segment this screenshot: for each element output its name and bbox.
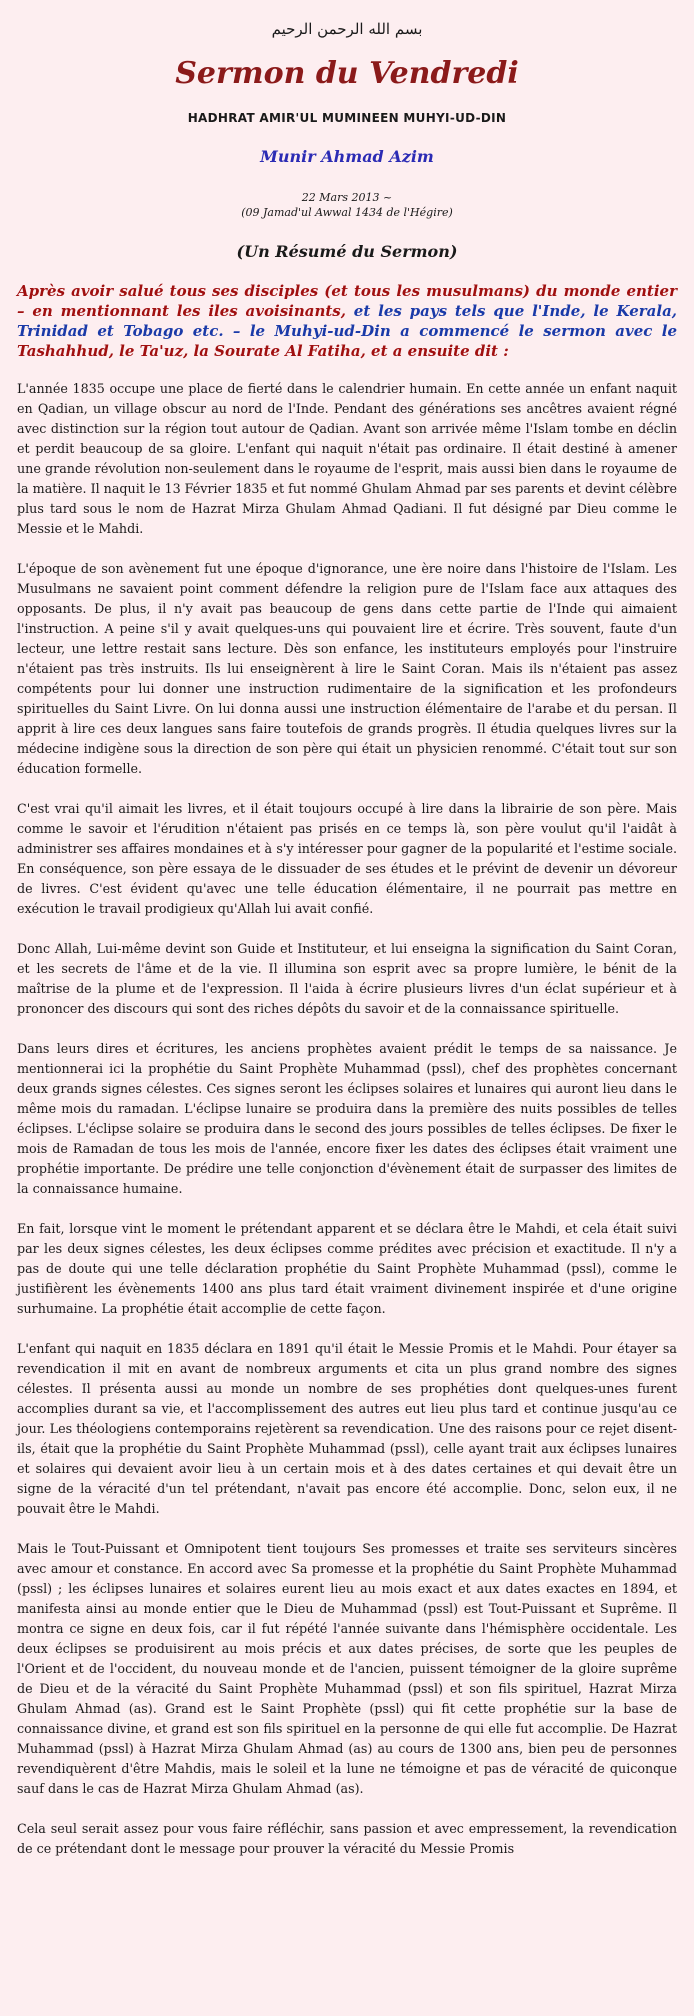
date-block [17,190,677,220]
paragraph: L'année 1835 occupe une place de fierté dans le calendrier humain. En cette année un enfant naquit en Qadian, un village obscur au nord de l'Inde. Pendant des générations ses ancêtres avaient régné avec distinction sur la région tout autour de Qadian. Avant son arrivée même l'Islam tombe en déclin et perdit beaucoup de sa gloire. L'enfant qui naquit n'était pas ordinaire. Il était destiné à amener une grande révolution non-seulement dans le royaume de l'esprit, mais aussi bien dans le royaume de la matière. Il naquit le 13 Février 1835 et fut nommé Ghulam Ahmad par ses parents et devint célèbre plus tard sous le nom de Hazrat Mirza Ghulam Ahmad Qadiani. Il fut désigné par Dieu comme le Messie et le Mahdi. [17,381,677,536]
basmala: بسم الله الرحمن الرحيم [271,20,423,38]
intro-paragraph [17,281,677,361]
paragraph: Cela seul serait assez pour vous faire réfléchir, sans passion et avec empressement, la revendication de ce prétendant dont le message pour prouver la véracité du Messie Promis [17,1821,677,1856]
paragraph: Mais le Tout-Puissant et Omnipotent tient toujours Ses promesses et traite ses serviteurs sincères avec amour et constance. En accord avec Sa promesse et la prophétie du Saint Prophète Muhammad (pssl) ; les éclipses lunaires et solaires eurent lieu au mois exact et aux dates exactes en 1894, et manifesta ainsi au monde entier que le Dieu de Muhammad (pssl) est Tout-Puissant et Suprême. Il montra ce signe en deux fois, car il fut répété l'année suivante dans l'hémisphère occidentale. Les deux éclipses se produisirent au mois précis et aux dates précises, de sorte que les peuples de l'Orient et de l'occident, du nouveau monde et de l'ancien, puissent témoigner de la gloire suprême de Dieu et de la véracité du Saint Prophète Muhammad (pssl) et son fils spirituel, Hazrat Mirza Ghulam Ahmad (as). Grand est le Saint Prophète (pssl) qui fit cette prophétie sur la base de connaissance divine, et grand est son fils spirituel en la personne de qui elle fut accomplie. De Hazrat Muhammad (pssl) à Hazrat Mirza Ghulam Ahmad (as) au cours de 1300 ans, bien peu de personnes revendiquèrent d'être Mahdis, mais le soleil et la lune ne témoigne et pas de véracité de quiconque sauf dans le cas de Hazrat Mirza Ghulam Ahmad (as). [17,1541,677,1796]
paragraph: L'époque de son avènement fut une époque d'ignorance, une ère noire dans l'histoire de l'Islam. Les Musulmans ne savaient point comment défendre la religion pure de l'Islam face aux attaques des opposants. De plus, il n'y avait pas beaucoup de gens dans cette partie de l'Inde qui aimaient l'instruction. A peine s'il y avait quelques-uns qui pouvaient lire et écrire. Très souvent, faute d'un lecteur, une lettre restait sans lecture. Dès son enfance, les instituteurs employés pour l'instruire n'étaient pas très instruits. Ils lui enseignèrent à lire le Saint Coran. Mais ils n'étaient pas assez compétents pour lui donner une instruction rudimentaire de la signification et les profondeurs spirituelles du Saint Livre. On lui donna aussi une instruction élémentaire de l'arabe et du persan. Il apprit à lire ces deux langues sans faire toutefois de grands progrès. Il étudia quelques livres sur la médecine indigène sous la direction de son père qui était un physicien renommé. C'était tout sur son éducation formelle. [17,561,677,776]
paragraph: C'est vrai qu'il aimait les livres, et il était toujours occupé à lire dans la librairie de son père. Mais comme le savoir et l'érudition n'étaient pas prisés en ce temps là, son père voulut qu'il l'aidât à administrer ses affaires mondaines et à s'y intéresser pour gagner de la popularité et l'estime sociale. En conséquence, son père essaya de le dissuader de ses études et le prévint de devenir un dévoreur de livres. C'est évident qu'avec une telle éducation élémentaire, il ne pourrait pas mettre en exécution le travail prodigieux qu'Allah lui avait confié. [17,801,677,916]
summary-heading: (Un Résumé du Sermon) [236,242,458,261]
intro-part-red: Après avoir salué tous ses disciples (et tous les musulmans) du monde entier – en mentionnant les iles avoisinants, [17,282,677,320]
sermon-page [11,0,683,1859]
intro-part-red-2: Tashahhud, le Ta'uz, la Sourate Al Fatiha, et a ensuite dit : [17,342,509,360]
paragraph: L'enfant qui naquit en 1835 déclara en 1891 qu'il était le Messie Promis et le Mahdi. Pour étayer sa revendication il mit en avant de nombreux arguments et cita un plus grand nombre des signes célestes. Il présenta aussi au monde un nombre de ses prophéties dont quelques-unes furent accomplies durant sa vie, et l'accomplissement des autres eut lieu plus tard et continue jusqu'au ce jour. Les théologiens contemporains rejetèrent sa revendication. Une des raisons pour ce rejet disent-ils, était que la prophétie du Saint Prophète Muhammad (pssl), celle ayant trait aux éclipses lunaires et solaires qui devaient avoir lieu à un certain mois et à des dates certaines et qui devait être un signe de la véracité d'un tel prétendant, n'avait pas encore été accomplie. Donc, selon eux, il ne pouvait être le Mahdi. [17,1341,677,1516]
date-gregorian: 22 Mars 2013 ~ [301,191,393,204]
paragraph: En fait, lorsque vint le moment le prétendant apparent et se déclara être le Mahdi, et cela était suivi par les deux signes célestes, les deux éclipses comme prédites avec précision et exactitude. Il n'y a pas de doute qui une telle déclaration prophétie du Saint Prophète Muhammad (pssl), comme le justifièrent les évènements 1400 ans plus tard était vraiment divinement inspirée et d'une origine surhumaine. La prophétie était accomplie de cette façon. [17,1221,677,1316]
paragraph: Donc Allah, Lui-même devint son Guide et Instituteur, et lui enseigna la signification du Saint Coran, et les secrets de l'âme et de la vie. Il illumina son esprit avec sa propre lumière, le bénit de la maîtrise de la plume et de l'expression. Il l'aida à écrire plusieurs livres d'un éclat supérieur et à prononcer des discours qui sont des riches dépôts du savoir et de la connaissance spirituelle. [17,941,677,1016]
author-name: Munir Ahmad Azim [260,147,434,166]
intro-part-blue: et les pays tels que l'Inde, le Kerala, Trinidad et Tobago etc. – le Muhyi-ud-Din a commencé le sermon avec le [17,302,678,340]
subtitle: HADHRAT AMIR'UL MUMINEEN MUHYI-UD-DIN [187,111,507,125]
date-hijri: (09 Jamad'ul Awwal 1434 de l'Hégire) [241,206,453,219]
page-title: Sermon du Vendredi [175,56,519,91]
paragraph: Dans leurs dires et écritures, les anciens prophètes avaient prédit le temps de sa naissance. Je mentionnerai ici la prophétie du Saint Prophète Muhammad (pssl), chef des prophètes concernant deux grands signes célestes. Ces signes seront les éclipses solaires et lunaires qui auront lieu dans le même mois du ramadan. L'éclipse lunaire se produira dans la première des nuits possibles de telles éclipses. L'éclipse solaire se produira dans le second des jours possibles de telles éclipses. De fixer le mois de Ramadan de tous les mois de l'année, encore fixer les dates des éclipses était vraiment une prophétie importante. De prédire une telle conjonction d'évènement était de surpasser des limites de la connaissance humaine. [17,1041,677,1196]
